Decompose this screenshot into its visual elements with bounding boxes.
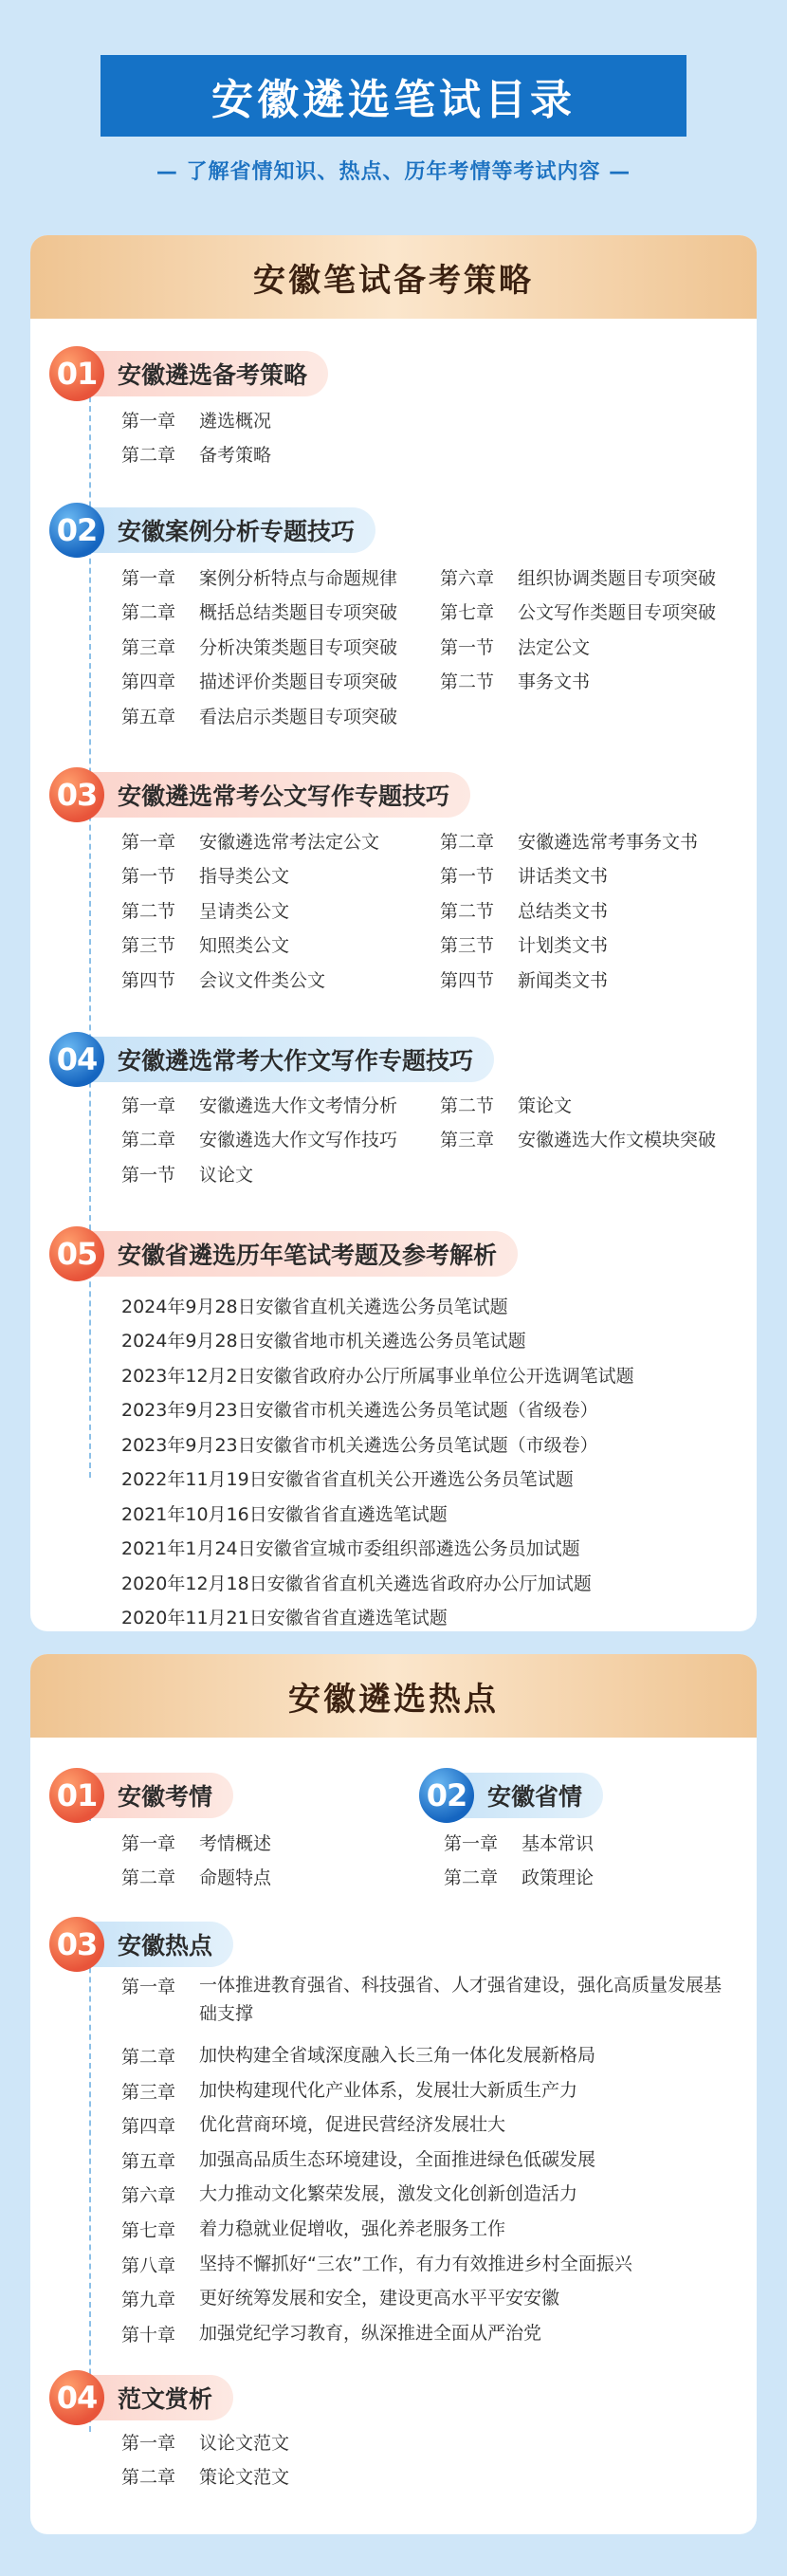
list-item bbox=[444, 1860, 594, 1895]
chapter-title: 看法启示类题目专项突破 bbox=[199, 706, 398, 727]
chapter-label: 第二节 bbox=[440, 672, 495, 693]
chapter-title: 策论文 bbox=[518, 1095, 573, 1116]
chapter-title: 事务文书 bbox=[518, 672, 591, 693]
chapter-title: 分析决策类题目专项突破 bbox=[199, 636, 398, 658]
section-04-header bbox=[49, 1032, 637, 1085]
chapter-title: 会议文件类公文 bbox=[199, 969, 326, 991]
list-item: 2023年9月23日安徽省市机关遴选公务员笔试题（市级卷） bbox=[121, 1434, 598, 1456]
chapter-title: 公文写作类题目专项突破 bbox=[518, 602, 717, 624]
chapter-label: 第二节 bbox=[121, 900, 176, 922]
chapter-title: 安徽遴选大作文考情分析 bbox=[199, 1095, 398, 1116]
hotspots-card bbox=[30, 1654, 757, 2534]
section-number-badge: 02 bbox=[49, 503, 104, 558]
chapter-label: 第一节 bbox=[440, 636, 495, 658]
list-item bbox=[121, 2142, 730, 2177]
section-02-header bbox=[49, 503, 523, 556]
section-01-list bbox=[121, 402, 271, 471]
list-item bbox=[121, 2176, 730, 2211]
list-item bbox=[121, 629, 440, 664]
chapter-label: 第一章 bbox=[121, 567, 176, 589]
chapter-title: 安徽遴选常考事务文书 bbox=[518, 831, 699, 853]
section-title: 安徽省情 bbox=[446, 1773, 603, 1818]
chapter-label: 第四节 bbox=[440, 969, 495, 991]
section-05-header bbox=[49, 1226, 656, 1279]
list-item: 2023年9月23日安徽省市机关遴选公务员笔试题（省级卷） bbox=[121, 1400, 598, 1422]
section-title: 安徽考情 bbox=[76, 1773, 233, 1818]
section-number-badge: 02 bbox=[419, 1768, 474, 1823]
chapter-title: 安徽遴选大作文写作技巧 bbox=[199, 1130, 398, 1151]
list-item bbox=[121, 698, 440, 733]
chapter-label: 第二章 bbox=[121, 602, 176, 624]
chapter-label: 第八章 bbox=[121, 2254, 176, 2276]
list-item bbox=[121, 2280, 730, 2315]
chapter-title: 呈请类公文 bbox=[199, 900, 290, 922]
list-item bbox=[440, 1122, 757, 1157]
section-title: 安徽遴选备考策略 bbox=[76, 351, 328, 396]
list-item bbox=[121, 892, 440, 928]
chapter-label: 第二节 bbox=[440, 900, 495, 922]
list-item bbox=[440, 928, 757, 963]
list-item bbox=[440, 962, 757, 997]
section-03-header bbox=[49, 767, 618, 820]
section-04-header bbox=[49, 2370, 334, 2423]
list-item: 2022年11月19日安徽省省直机关公开遴选公务员笔试题 bbox=[121, 1469, 574, 1491]
section-03-list bbox=[121, 823, 757, 997]
chapter-label: 第七章 bbox=[121, 2219, 176, 2241]
list-item bbox=[121, 2107, 730, 2142]
chapter-label: 第一章 bbox=[121, 831, 176, 853]
section-title: 范文赏析 bbox=[76, 2375, 233, 2420]
chapter-label: 第六章 bbox=[440, 567, 495, 589]
list-item: 2020年12月18日安徽省省直机关遴选省政府办公厅加试题 bbox=[121, 1573, 592, 1594]
chapter-label: 第九章 bbox=[121, 2290, 176, 2311]
chapter-title: 考情概述 bbox=[199, 1832, 272, 1854]
chapter-label: 第四章 bbox=[121, 2116, 176, 2138]
strategy-banner: 安徽笔试备考策略 bbox=[30, 235, 757, 319]
chapter-label: 第二章 bbox=[121, 2047, 176, 2068]
chapter-label: 第一章 bbox=[121, 1977, 176, 1997]
chapter-title: 指导类公文 bbox=[199, 866, 290, 888]
section-title: 安徽省遴选历年笔试考题及参考解析 bbox=[76, 1231, 518, 1277]
list-item bbox=[121, 1825, 271, 1860]
chapter-label: 第一章 bbox=[444, 1832, 499, 1854]
chapter-label: 第四节 bbox=[121, 969, 176, 991]
chapter-label: 第一章 bbox=[121, 1095, 176, 1116]
list-item bbox=[440, 629, 757, 664]
list-item bbox=[121, 1156, 440, 1191]
chapter-label: 第一章 bbox=[121, 410, 176, 432]
list-item: 2021年10月16日安徽省省直遴选笔试题 bbox=[121, 1503, 448, 1525]
list-item bbox=[121, 1860, 271, 1895]
chapter-label: 第二章 bbox=[440, 831, 495, 853]
list-item bbox=[444, 1825, 594, 1860]
list-item bbox=[121, 928, 440, 963]
chapter-label: 第二节 bbox=[440, 1095, 495, 1116]
chapter-label: 第一节 bbox=[121, 1164, 176, 1186]
chapter-title: 加强党纪学习教育，纵深推进全面从严治党 bbox=[199, 2322, 542, 2344]
chapter-title: 讲话类文书 bbox=[518, 866, 609, 888]
chapter-label: 第十章 bbox=[121, 2324, 176, 2346]
list-item: 2024年9月28日安徽省地市机关遴选公务员笔试题 bbox=[121, 1331, 526, 1352]
section-number-badge: 05 bbox=[49, 1226, 104, 1281]
list-item: 2021年1月24日安徽省宣城市委组织部遴选公务员加试题 bbox=[121, 1538, 580, 1560]
list-item bbox=[121, 962, 440, 997]
section-title: 安徽遴选常考公文写作专题技巧 bbox=[76, 772, 470, 818]
chapter-title: 政策理论 bbox=[522, 1868, 595, 1889]
list-item bbox=[121, 1087, 440, 1122]
chapter-title: 基本常识 bbox=[522, 1832, 595, 1854]
chapter-title: 加快构建现代化产业体系，发展壮大新质生产力 bbox=[199, 2079, 578, 2101]
chapter-label: 第一章 bbox=[121, 1832, 176, 1854]
chapter-title: 案例分析特点与命题规律 bbox=[199, 567, 398, 589]
chapter-title: 计划类文书 bbox=[518, 935, 609, 957]
timeline-line bbox=[89, 1939, 91, 2432]
list-item bbox=[121, 858, 440, 893]
chapter-title: 概括总结类题目专项突破 bbox=[199, 602, 398, 624]
list-item bbox=[121, 2246, 730, 2281]
section-04-list bbox=[121, 2424, 289, 2493]
chapter-title: 组织协调类题目专项突破 bbox=[518, 567, 717, 589]
section-03-header bbox=[49, 1917, 334, 1970]
chapter-label: 第五章 bbox=[121, 706, 176, 727]
chapter-title: 更好统筹发展和安全，建设更高水平平安安徽 bbox=[199, 2288, 560, 2309]
chapter-title: 着力稳就业促增收，强化养老服务工作 bbox=[199, 2217, 506, 2239]
chapter-title: 遴选概况 bbox=[199, 410, 272, 432]
chapter-title: 优化营商环境，促进民营经济发展壮大 bbox=[199, 2114, 506, 2136]
chapter-title: 一体推进教育强省、科技强省、人才强省建设，强化高质量发展基础支撑 bbox=[199, 1975, 723, 2024]
list-item bbox=[121, 823, 440, 858]
section-number-badge: 04 bbox=[49, 1032, 104, 1087]
list-item bbox=[440, 858, 757, 893]
list-item bbox=[121, 1122, 440, 1157]
chapter-title: 法定公文 bbox=[518, 636, 591, 658]
chapter-label: 第七章 bbox=[440, 602, 495, 624]
section-02-list bbox=[444, 1825, 594, 1894]
list-item bbox=[440, 595, 757, 630]
chapter-title: 新闻类文书 bbox=[518, 969, 609, 991]
chapter-title: 大力推动文化繁荣发展，激发文化创新创造活力 bbox=[199, 2183, 578, 2205]
list-item bbox=[121, 2211, 730, 2246]
list-item bbox=[121, 595, 440, 630]
section-01-list bbox=[121, 1825, 271, 1894]
chapter-label: 第三章 bbox=[121, 2081, 176, 2103]
chapter-title: 策论文范文 bbox=[199, 2467, 290, 2489]
list-item bbox=[440, 1087, 757, 1122]
page-title: 安徽遴选笔试目录 bbox=[101, 55, 686, 137]
chapter-label: 第一章 bbox=[121, 2432, 176, 2454]
list-item bbox=[121, 437, 271, 472]
chapter-label: 第二章 bbox=[121, 1868, 176, 1889]
chapter-label: 第一节 bbox=[440, 866, 495, 888]
list-item: 2020年11月21日安徽省省直遴选笔试题 bbox=[121, 1608, 448, 1629]
section-number-badge: 01 bbox=[49, 1768, 104, 1823]
section-title: 安徽遴选常考大作文写作专题技巧 bbox=[76, 1037, 494, 1082]
chapter-title: 知照类公文 bbox=[199, 935, 290, 957]
chapter-label: 第三节 bbox=[440, 935, 495, 957]
list-item bbox=[121, 560, 440, 595]
list-item bbox=[121, 402, 271, 437]
page-subtitle: — 了解省情知识、热点、历年考情等考试内容 — bbox=[156, 160, 631, 184]
chapter-title: 加强高品质生态环境建设，全面推进绿色低碳发展 bbox=[199, 2148, 596, 2170]
list-item bbox=[121, 1967, 730, 2037]
section-title: 安徽案例分析专题技巧 bbox=[76, 507, 375, 553]
section-number-badge: 04 bbox=[49, 2370, 104, 2425]
list-item bbox=[121, 2037, 730, 2072]
chapter-title: 议论文 bbox=[199, 1164, 254, 1186]
chapter-label: 第一节 bbox=[121, 866, 176, 888]
list-item: 2024年9月28日安徽省直机关遴选公务员笔试题 bbox=[121, 1296, 508, 1317]
list-item bbox=[440, 560, 757, 595]
chapter-label: 第六章 bbox=[121, 2185, 176, 2207]
section-01-header bbox=[49, 1768, 334, 1821]
list-item bbox=[440, 892, 757, 928]
section-01-header bbox=[49, 346, 429, 399]
chapter-label: 第二章 bbox=[121, 445, 176, 467]
chapter-label: 第二章 bbox=[121, 2467, 176, 2489]
section-number-badge: 03 bbox=[49, 1917, 104, 1972]
chapter-label: 第五章 bbox=[121, 2150, 176, 2172]
chapter-title: 安徽遴选大作文模块突破 bbox=[518, 1130, 717, 1151]
section-title: 安徽热点 bbox=[76, 1922, 233, 1967]
list-item bbox=[121, 2072, 730, 2107]
section-04-list bbox=[121, 1087, 757, 1191]
chapter-label: 第三节 bbox=[121, 935, 176, 957]
hotspots-banner: 安徽遴选热点 bbox=[30, 1654, 757, 1738]
chapter-title: 议论文范文 bbox=[199, 2432, 290, 2454]
section-number-badge: 01 bbox=[49, 346, 104, 401]
list-item bbox=[121, 2424, 289, 2459]
chapter-title: 加快构建全省域深度融入长三角一体化发展新格局 bbox=[199, 2045, 596, 2066]
list-item: 2023年12月2日安徽省政府办公厅所属事业单位公开选调笔试题 bbox=[121, 1365, 634, 1387]
list-item bbox=[121, 664, 440, 699]
chapter-title: 总结类文书 bbox=[518, 900, 609, 922]
chapter-label: 第四章 bbox=[121, 672, 176, 693]
chapter-title: 命题特点 bbox=[199, 1868, 272, 1889]
chapter-title: 描述评价类题目专项突破 bbox=[199, 672, 398, 693]
chapter-label: 第二章 bbox=[121, 1130, 176, 1151]
list-item bbox=[440, 823, 757, 858]
chapter-title: 备考策略 bbox=[199, 445, 272, 467]
list-item bbox=[121, 2315, 730, 2350]
strategy-card bbox=[30, 235, 757, 1631]
list-item bbox=[440, 664, 757, 699]
chapter-label: 第二章 bbox=[444, 1868, 499, 1889]
section-05-list bbox=[121, 1288, 634, 1631]
chapter-label: 第三章 bbox=[121, 636, 176, 658]
list-item bbox=[121, 2459, 289, 2494]
section-number-badge: 03 bbox=[49, 767, 104, 822]
chapter-title: 坚持不懈抓好“三农”工作，有力有效推进乡村全面振兴 bbox=[199, 2253, 632, 2274]
section-02-list bbox=[121, 560, 757, 733]
chapter-label: 第三章 bbox=[440, 1130, 495, 1151]
section-03-list bbox=[121, 1967, 730, 2349]
chapter-title: 安徽遴选常考法定公文 bbox=[199, 831, 380, 853]
section-02-header bbox=[419, 1768, 704, 1821]
